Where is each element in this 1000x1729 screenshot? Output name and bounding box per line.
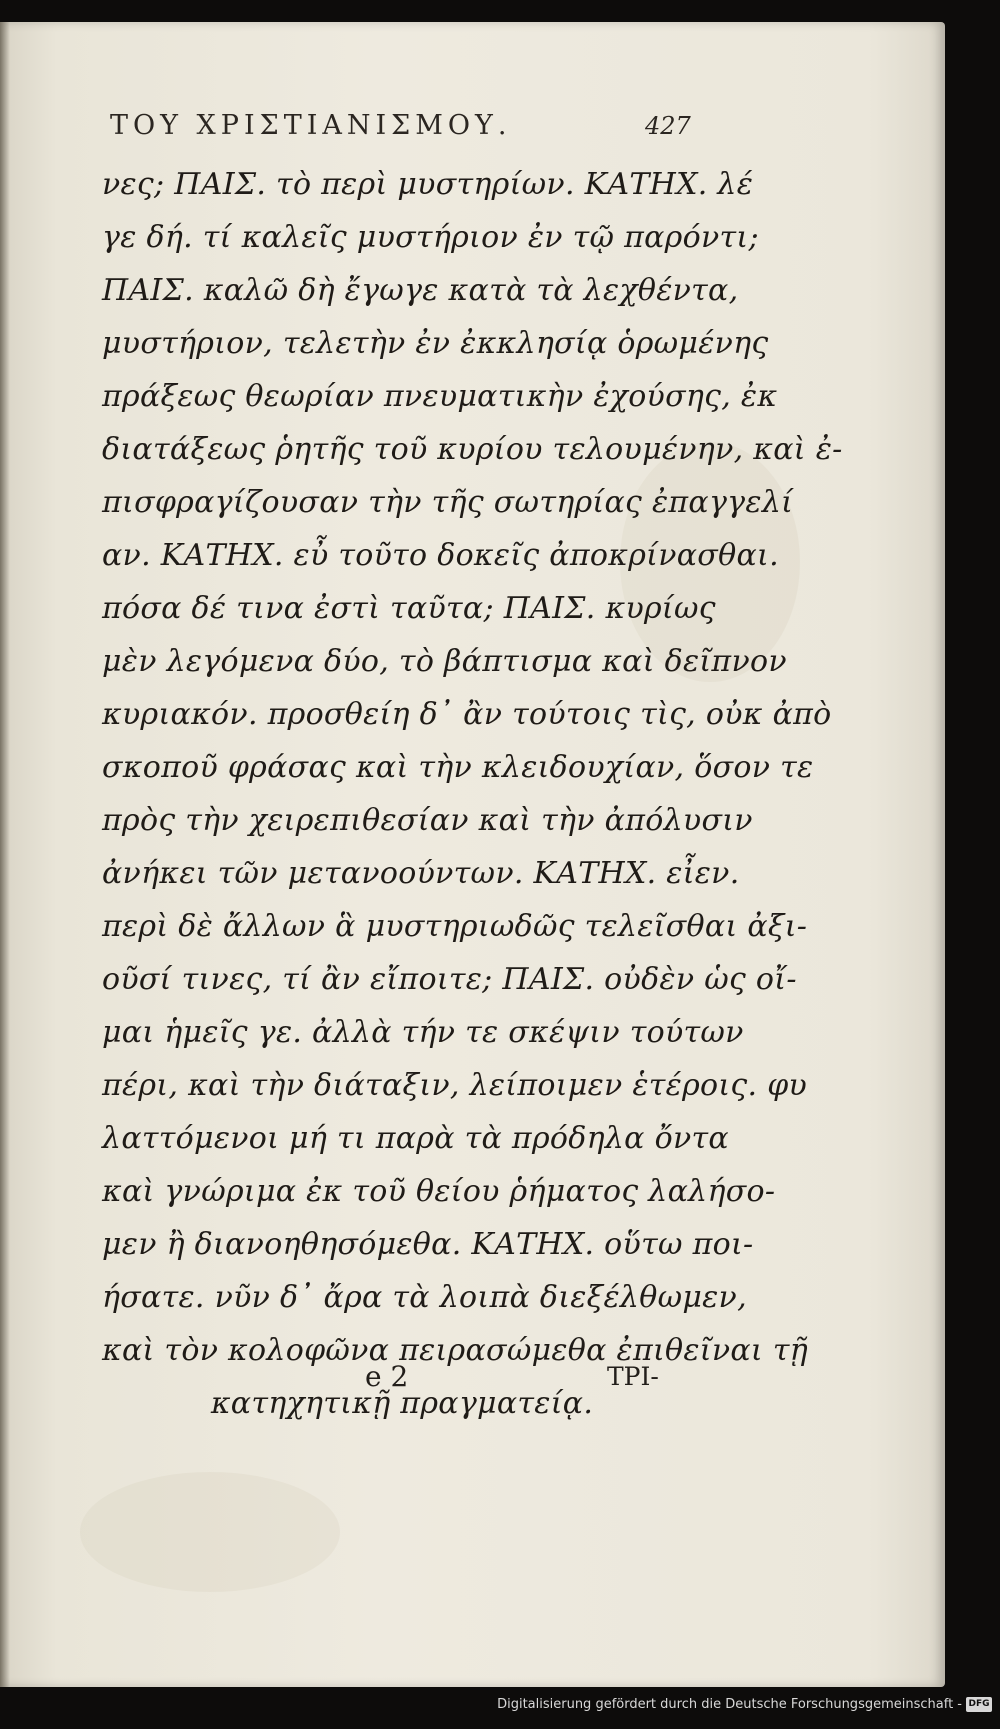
text-line-final: κατηχητικῇ πραγματείᾳ. bbox=[210, 1386, 594, 1421]
text-line: μεν ἢ διανοηθησόμεθα. ΚΑΤΗΧ. οὕτω ποι- bbox=[102, 1227, 754, 1262]
text-line: ἀνήκει τῶν μετανοούντων. ΚΑΤΗΧ. εἶεν. bbox=[102, 856, 740, 891]
running-head bbox=[0, 110, 945, 150]
text-line: νες; ΠΑΙΣ. τὸ περὶ μυστηρίων. ΚΑΤΗΧ. λέ bbox=[102, 167, 754, 202]
catchword: ΤΡΙ- bbox=[607, 1362, 659, 1391]
text-line: διατάξεως ῥητῆς τοῦ κυρίου τελουμένην, καὶ ἐ- bbox=[102, 432, 843, 467]
text-line: αν. ΚΑΤΗΧ. εὖ τοῦτο δοκεῖς ἀποκρίνασθαι. bbox=[102, 538, 779, 573]
text-line: λαττόμενοι μή τι παρὰ τὰ πρόδηλα ὄντα bbox=[102, 1121, 729, 1156]
text-line: πέρι, καὶ τὴν διάταξιν, λείποιμεν ἑτέροις. φυ bbox=[102, 1068, 808, 1103]
text-line: σκοποῦ φράσας καὶ τὴν κλειδουχίαν, ὅσον τε bbox=[102, 750, 814, 785]
text-line: κυριακόν. προσθείη δ᾿ ἂν τούτοις τὶς, οὐκ ἀπὸ bbox=[102, 697, 832, 732]
text-line: ΠΑΙΣ. καλῶ δὴ ἔγωγε κατὰ τὰ λεχθέντα, bbox=[102, 273, 739, 308]
text-line: οῦσί τινες, τί ἂν εἴποιτε; ΠΑΙΣ. οὐδὲν ὡς οἴ- bbox=[102, 962, 797, 997]
text-line: πόσα δέ τινα ἐστὶ ταῦτα; ΠΑΙΣ. κυρίως bbox=[102, 591, 716, 626]
text-line: ήσατε. νῦν δ᾿ ἄρα τὰ λοιπὰ διεξέλθωμεν, bbox=[102, 1280, 747, 1315]
text-line: πρὸς τὴν χειρεπιθεσίαν καὶ τὴν ἀπόλυσιν bbox=[102, 803, 753, 838]
text-line: γε δή. τί καλεῖς μυστήριον ἐν τῷ παρόντι; bbox=[102, 220, 759, 255]
dfg-logo-icon: DFG bbox=[966, 1697, 992, 1712]
text-line: καὶ τὸν κολοφῶνα πειρασώμεθα ἐπιθεῖναι τῇ bbox=[102, 1333, 809, 1368]
text-line: μὲν λεγόμενα δύο, τὸ βάπτισμα καὶ δεῖπνον bbox=[102, 644, 787, 679]
signature-mark: e 2 bbox=[365, 1360, 409, 1393]
text-line: μαι ἡμεῖς γε. ἀλλὰ τήν τε σκέψιν τούτων bbox=[102, 1015, 744, 1050]
digitization-footer bbox=[0, 1687, 1000, 1729]
running-title: ΤΟΥ ΧΡΙΣΤΙΑΝΙΣΜΟΥ. bbox=[110, 110, 512, 141]
body-text bbox=[102, 158, 843, 1430]
text-line: μυστήριον, τελετὴν ἐν ἐκκλησίᾳ ὁρωμένης bbox=[102, 326, 769, 361]
signature-row bbox=[0, 1360, 945, 1400]
paper-stain bbox=[80, 1472, 340, 1592]
funding-credit: Digitalisierung gefördert durch die Deutsche Forschungsgemeinschaft - bbox=[497, 1697, 962, 1712]
text-line: περὶ δὲ ἄλλων ἃ μυστηριωδῶς τελεῖσθαι ἀξι- bbox=[102, 909, 808, 944]
text-line: καὶ γνώριμα ἐκ τοῦ θείου ῥήματος λαλήσο- bbox=[102, 1174, 776, 1209]
folio-number: 427 bbox=[645, 112, 691, 140]
text-line: πισφραγίζουσαν τὴν τῆς σωτηρίας ἐπαγγελί bbox=[102, 485, 794, 520]
text-line: πράξεως θεωρίαν πνευματικὴν ἐχούσης, ἐκ bbox=[102, 379, 778, 414]
page-gutter-shadow bbox=[0, 22, 10, 1687]
